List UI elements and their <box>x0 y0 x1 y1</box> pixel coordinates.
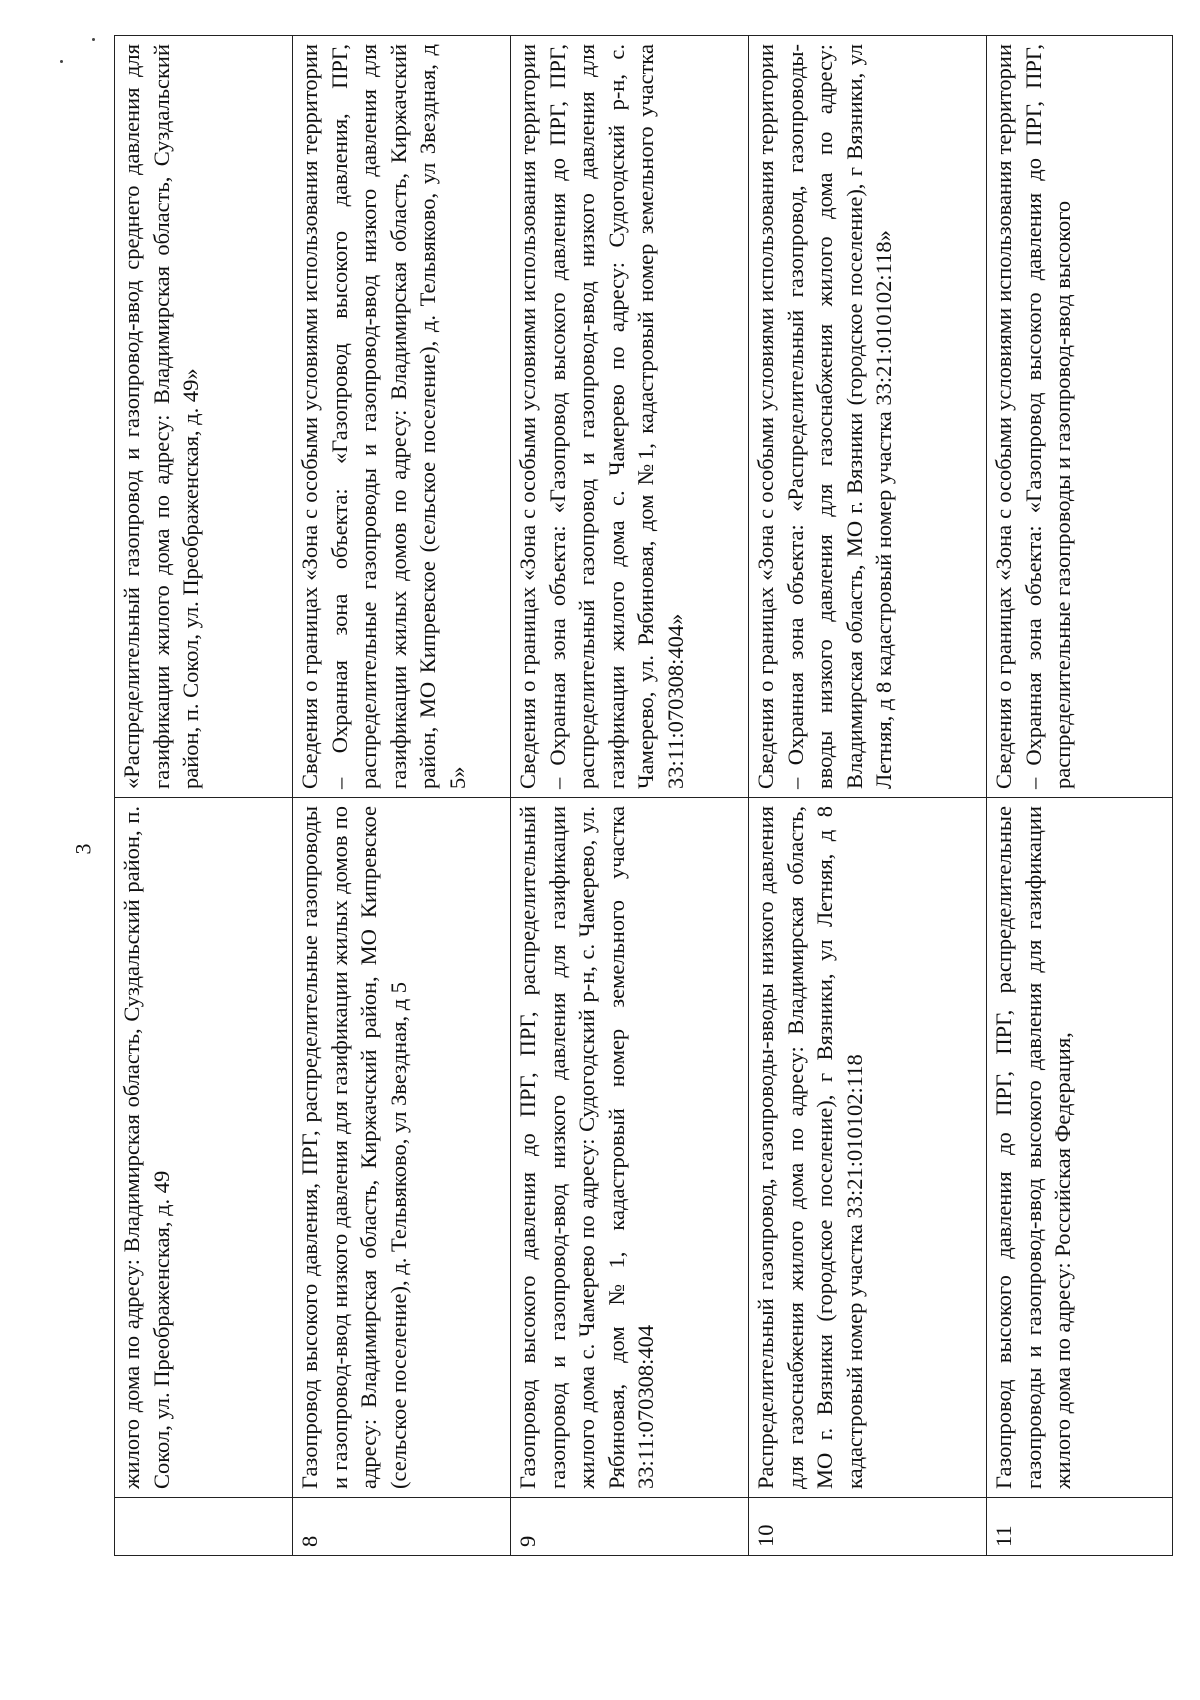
zone-description-cell: «Распределительный газопровод и газопровод-ввод среднего давления для газификации жилого дома по адресу: Владимирская область, Суздальский район, п. Сокол, ул. Преображенская, д. 49» <box>115 36 293 798</box>
page-number: 3 <box>70 843 96 855</box>
scan-speck <box>60 60 63 63</box>
object-description-cell: Распределительный газопровод, газопроводы-вводы низкого давления для газоснабжения жилого дома по адресу: Владимирская область, МО г. Вязники (городское поселение), г Вязники, ул Летняя, д 8 кадастровый номер участка 33:21:010102:118 <box>749 798 987 1498</box>
zones-table <box>114 35 1173 1556</box>
row-number-cell: 9 <box>511 1498 749 1556</box>
zone-description-cell: Сведения о границах «Зона с особыми условиями использования территории – Охранная зона объекта: «Газопровод высокого давления, ПРГ, распределительные газопроводы и газопровод-ввод низкого давления для газификации жилых домов по адресу: Владимирская область, Киржачский район, МО Кипревское (сельское поселение), д. Тельвяково, ул Звездная, д 5» <box>293 36 511 798</box>
object-description-cell: Газопровод высокого давления до ПРГ, ПРГ, распределительный газопровод и газопровод-ввод низкого давления для газификации жилого дома с. Чамерево по адресу: Судогодский р-н, с. Чамерево, ул. Рябиновая, дом №1, кадастровый номер земельного участка 33:11:070308:404 <box>511 798 749 1498</box>
scan-speck <box>92 38 95 41</box>
table-row <box>749 36 987 1556</box>
row-number-cell: 10 <box>749 1498 987 1556</box>
rotated-document <box>114 36 1172 1556</box>
zone-description-cell: Сведения о границах «Зона с особыми условиями использования территории – Охранная зона объекта: «Газопровод высокого давления до ПРГ, ПРГ, распределительный газопровод и газопровод-ввод низкого давления для газификации жилого дома с. Чамерево по адресу: Судогодский р-н, с. Чамерево, ул. Рябиновая, дом №1, кадастровый номер земельного участка 33:11:070308:404» <box>511 36 749 798</box>
table-row <box>511 36 749 1556</box>
table-row <box>293 36 511 1556</box>
row-number-cell: 8 <box>293 1498 511 1556</box>
row-number-cell <box>115 1498 293 1556</box>
object-description-cell: Газопровод высокого давления до ПРГ, ПРГ, распределительные газопроводы и газопровод-ввод высокого давления для газификации жилого дома по адресу: Российская Федерация, <box>987 798 1173 1498</box>
zone-description-cell: Сведения о границах «Зона с особыми условиями использования территории – Охранная зона объекта: «Газопровод высокого давления до ПРГ, ПРГ, распределительные газопроводы и газопровод-ввод высокого <box>987 36 1173 798</box>
row-number-cell: 11 <box>987 1498 1173 1556</box>
zone-description-cell: Сведения о границах «Зона с особыми условиями использования территории – Охранная зона объекта: «Распределительный газопровод, газопроводы-вводы низкого давления для газоснабжения жилого дома по адресу: Владимирская область, МО г. Вязники (городское поселение), г Вязники, ул Летняя, д 8 кадастровый номер участка 33:21:010102:118» <box>749 36 987 798</box>
table-row <box>987 36 1173 1556</box>
object-description-cell: Газопровод высокого давления, ПРГ, распределительные газопроводы и газопровод-ввод низкого давления для газификации жилых домов по адресу: Владимирская область, Киржачский район, МО Кипревское (сельское поселение), д. Тельвяково, ул Звездная, д 5 <box>293 798 511 1498</box>
table-row <box>115 36 293 1556</box>
object-description-cell: жилого дома по адресу: Владимирская область, Суздальский район, п. Сокол, ул. Преображенская, д. 49 <box>115 798 293 1498</box>
